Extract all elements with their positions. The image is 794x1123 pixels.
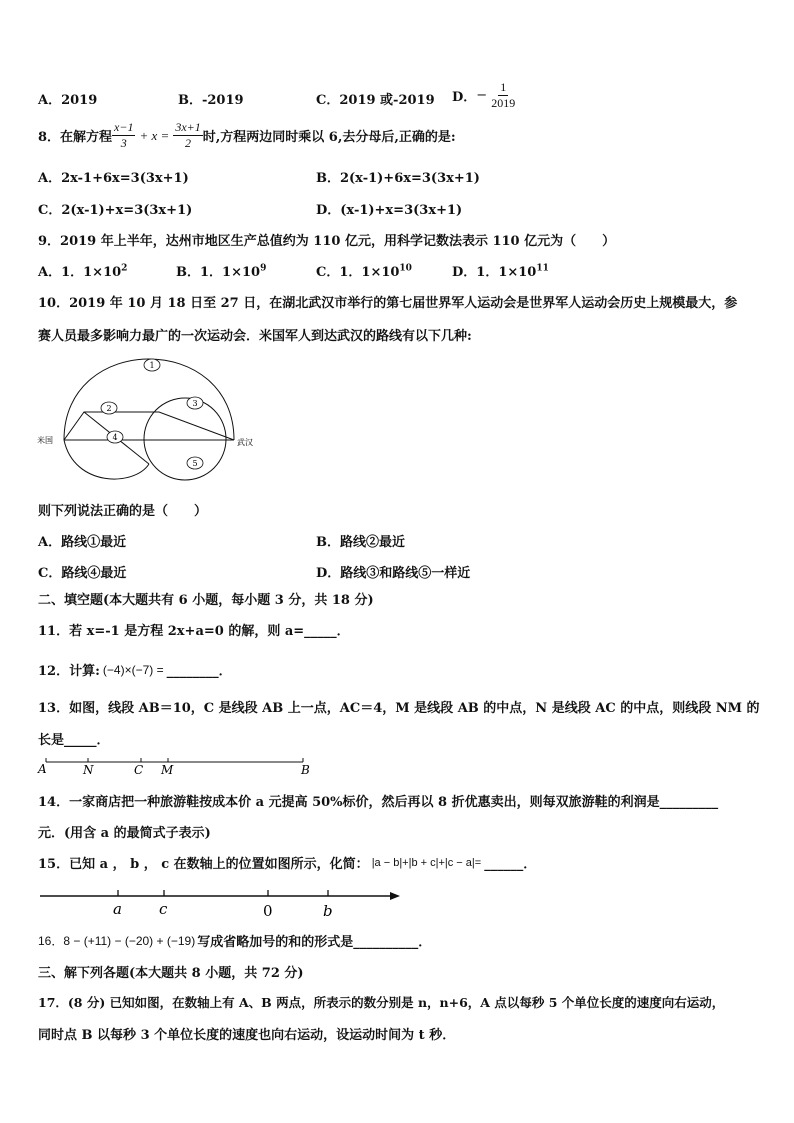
q10-question: 则下列说法正确的是（ ） [38, 504, 208, 519]
section-3-heading: 三、解下列各题(本大题共 8 小题，共 72 分) [38, 966, 304, 981]
q10-line2: 赛人员最多影响力最广的一次运动会．米国军人到达武汉的路线有以下几种: [38, 329, 472, 344]
point-zero-label: 0 [263, 902, 273, 920]
q7-option-d [452, 80, 517, 111]
label-end: 武汉 [237, 438, 253, 447]
q10-option-c: C．路线④最近 [38, 566, 127, 581]
route-2-number: 2 [106, 404, 112, 413]
q7-d-denominator: 2019 [491, 96, 516, 110]
q8-rhs-fraction [173, 120, 202, 151]
route-5-number: 5 [192, 459, 198, 468]
q9-b-exp: 9 [260, 263, 267, 274]
q8-suffix: 时,方程两边同时乘以 6,去分母后,正确的是: [202, 130, 456, 145]
q12-expression: (−4)×(−7) = [102, 662, 164, 677]
q9-option-d [452, 261, 549, 280]
q12 [38, 660, 232, 679]
q14-line2: 元．(用含 a 的最简式子表示) [38, 826, 211, 841]
point-a-label: A [38, 762, 47, 776]
q9-stem: 9．2019 年上半年，达州市地区生产总值约为 110 亿元，用科学记数法表示 110 亿元为（ ） [38, 234, 616, 249]
q8-option-c: C．2(x-1)+x=3(3x+1) [38, 203, 193, 218]
q9-c-base: C．1．1×10 [316, 265, 400, 280]
q8-rhs-denominator: 2 [185, 136, 192, 150]
q17-line1: 17．(8 分) 已知如图，在数轴上有 A、B 两点，所表示的数分别是 n，n+6，A 点以每秒 5 个单位长度的速度向右运动， [38, 995, 725, 1010]
q9-a-exp: 2 [121, 263, 128, 274]
q7-d-label: D． [452, 90, 477, 105]
q9-a-base: A．1．1×10 [38, 265, 122, 280]
q17-line2: 同时点 B 以每秒 3 个单位长度的速度也向右运动，设运动时间为 t 秒． [38, 1028, 456, 1043]
q13-line2: 长是_____． [38, 733, 110, 748]
q14-line1: 14．一家商店把一种旅游鞋按成本价 a 元提高 50%标价，然后再以 8 折优惠卖出，则每双旅游鞋的利润是_________ [38, 795, 719, 810]
q12-prefix: 12．计算: [38, 664, 100, 679]
q9-option-a [38, 261, 127, 280]
q10-route-figure [34, 352, 274, 492]
q11: 11．若 x=-1 是方程 2x+a=0 的解，则 a=_____． [38, 624, 350, 639]
q16-suffix: 写成省略加号的和的形式是__________． [197, 935, 432, 950]
label-start: 米国 [37, 436, 53, 445]
point-a-label: a [113, 900, 122, 918]
q10-option-a: A．路线①最近 [38, 535, 127, 550]
q8-stem [38, 120, 456, 151]
route-1-arc [64, 359, 234, 440]
q16 [38, 931, 431, 950]
q9-option-b [176, 261, 266, 280]
q9-b-base: B．1．1×10 [176, 265, 261, 280]
q8-option-d: D．(x-1)+x=3(3x+1) [316, 203, 463, 218]
q8-rhs-numerator: 3x+1 [175, 120, 201, 134]
q9-c-exp: 10 [399, 263, 412, 274]
q8-lhs-denominator: 3 [120, 136, 127, 150]
point-c-label: c [159, 900, 168, 918]
q15-stem [38, 853, 536, 872]
number-line-arrow [390, 892, 400, 900]
point-b-label: B [301, 763, 310, 777]
route-1-number: 1 [149, 361, 155, 370]
q10-option-b: B．路线②最近 [316, 535, 405, 550]
q8-mid: + x = [139, 127, 170, 143]
q9-option-c [316, 261, 412, 280]
q7-option-a: A．2019 [38, 93, 98, 108]
q10-line1: 10．2019 年 10 月 18 日至 27 日，在湖北武汉市举行的第七届世界军人运动会是世界军人运动会历史上规模最大，参 [38, 296, 738, 311]
q7-d-numerator: 1 [500, 80, 507, 94]
q13-segment-figure [34, 752, 324, 778]
q9-d-base: D．1．1×10 [452, 265, 537, 280]
section-2-heading: 二、填空题(本大题共有 6 小题，每小题 3 分，共 18 分) [38, 593, 374, 608]
q10-option-d: D．路线③和路线⑤一样近 [316, 566, 471, 581]
q12-blank: ________． [166, 664, 232, 679]
route-circle [144, 398, 226, 480]
q15-expression: |a − b|+|b + c|+|c − a|= [371, 856, 482, 869]
route-3-number: 3 [192, 399, 198, 408]
q7-d-sign: − [476, 88, 488, 103]
q8-lhs-fraction [112, 120, 135, 151]
q16-expression: 16．8 − (+11) − (−20) + (−19) [38, 934, 196, 948]
q8-option-a: A．2x-1+6x=3(3x+1) [38, 171, 189, 186]
route-4-number: 4 [112, 433, 118, 442]
point-c-label: C [134, 763, 144, 777]
q13-line1: 13．如图，线段 AB＝10，C 是线段 AB 上一点，AC＝4，M 是线段 AB 的中点，N 是线段 AC 的中点，则线段 NM 的 [38, 701, 760, 716]
q7-option-c: C．2019 或-2019 [316, 93, 435, 108]
point-n-label: N [83, 763, 94, 777]
q8-lhs-numerator: x−1 [114, 120, 134, 134]
q8-prefix: 8．在解方程 [38, 130, 113, 145]
point-m-label: M [161, 763, 174, 777]
q9-d-exp: 11 [536, 263, 549, 274]
q7-d-fraction [489, 80, 517, 111]
route-lower-arc [64, 440, 149, 479]
q15-blank: ______． [484, 857, 537, 872]
q15-number-line [38, 880, 408, 920]
point-b-label: b [323, 902, 333, 920]
q15-prefix: 15．已知 a ， b ， c 在数轴上的位置如图所示，化简： [38, 857, 369, 872]
q8-option-b: B．2(x-1)+6x=3(3x+1) [316, 171, 480, 186]
q7-option-b: B．-2019 [178, 93, 244, 108]
